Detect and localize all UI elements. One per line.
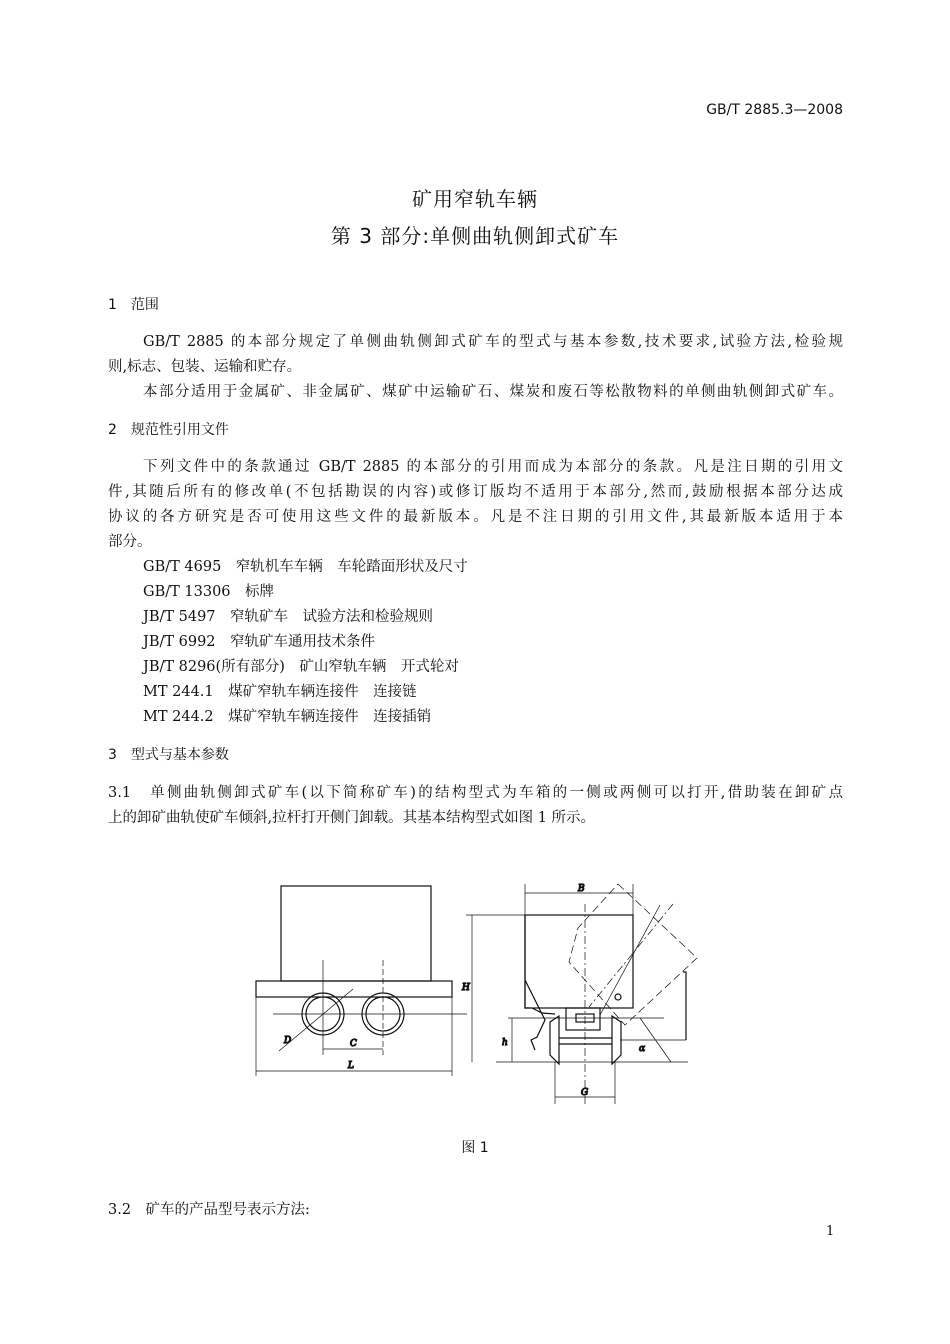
- paragraph: 部分。: [108, 534, 152, 550]
- reference-item: GB/T 13306 标牌: [143, 584, 275, 600]
- paragraph: 则,标志、包装、运输和贮存。: [108, 359, 302, 375]
- dim-label-D: D: [284, 1036, 292, 1046]
- standard-number: GB/T 2885.3—2008: [706, 102, 843, 118]
- paragraph: 件,其随后所有的修改单(不包括勘误的内容)或修订版均不适用于本部分,然而,鼓励根据本部分达成: [108, 484, 843, 500]
- section-3-heading: 3 型式与基本参数: [108, 747, 229, 763]
- reference-item: MT 244.2 煤矿窄轨车辆连接件 连接插销: [143, 709, 432, 725]
- reference-item: MT 244.1 煤矿窄轨车辆连接件 连接链: [143, 684, 417, 700]
- reference-item: JB/T 6992 窄轨矿车通用技术条件: [143, 634, 376, 650]
- reference-item: GB/T 4695 窄轨机车车辆 车轮踏面形状及尺寸: [143, 559, 468, 575]
- reference-item: JB/T 5497 窄轨矿车 试验方法和检验规则: [143, 609, 434, 625]
- section-1-heading: 1 范围: [108, 297, 159, 313]
- dim-label-G: G: [581, 1088, 589, 1098]
- dim-label-C: C: [350, 1039, 357, 1049]
- title-line-2: 第 3 部分:单侧曲轨侧卸式矿车: [330, 224, 620, 248]
- dim-label-L: L: [348, 1061, 354, 1071]
- dim-label-B: B: [578, 884, 585, 894]
- dim-label-alpha: α: [639, 1044, 646, 1054]
- reference-item: JB/T 8296(所有部分) 矿山窄轨车辆 开式轮对: [143, 659, 459, 675]
- paragraph: 下列文件中的条款通过 GB/T 2885 的本部分的引用而成为本部分的条款。凡是注日期的引用文: [143, 459, 843, 475]
- paragraph: 协议的各方研究是否可使用这些文件的最新版本。凡是不注日期的引用文件,其最新版本适用于本: [108, 509, 843, 525]
- title-line-1: 矿用窄轨车辆: [412, 187, 538, 211]
- dim-label-h: h: [502, 1038, 508, 1048]
- paragraph: 上的卸矿曲轨使矿车倾斜,拉杆打开侧门卸载。其基本结构型式如图 1 所示。: [108, 810, 596, 826]
- paragraph: GB/T 2885 的本部分规定了单侧曲轨侧卸式矿车的型式与基本参数,技术要求,试验方法,检验规: [143, 334, 843, 350]
- section-2-heading: 2 规范性引用文件: [108, 422, 229, 438]
- paragraph: 3.2 矿车的产品型号表示方法:: [108, 1202, 310, 1218]
- dim-label-H: H: [462, 983, 470, 993]
- paragraph: 3.1 单侧曲轨侧卸式矿车(以下简称矿车)的结构型式为车箱的一侧或两侧可以打开,借助装在卸矿点: [108, 785, 843, 801]
- figure-caption: 图 1: [461, 1140, 489, 1156]
- paragraph: 本部分适用于金属矿、非金属矿、煤矿中运输矿石、煤炭和废石等松散物料的单侧曲轨侧卸式矿车。: [143, 384, 843, 400]
- page-number: 1: [826, 1224, 835, 1239]
